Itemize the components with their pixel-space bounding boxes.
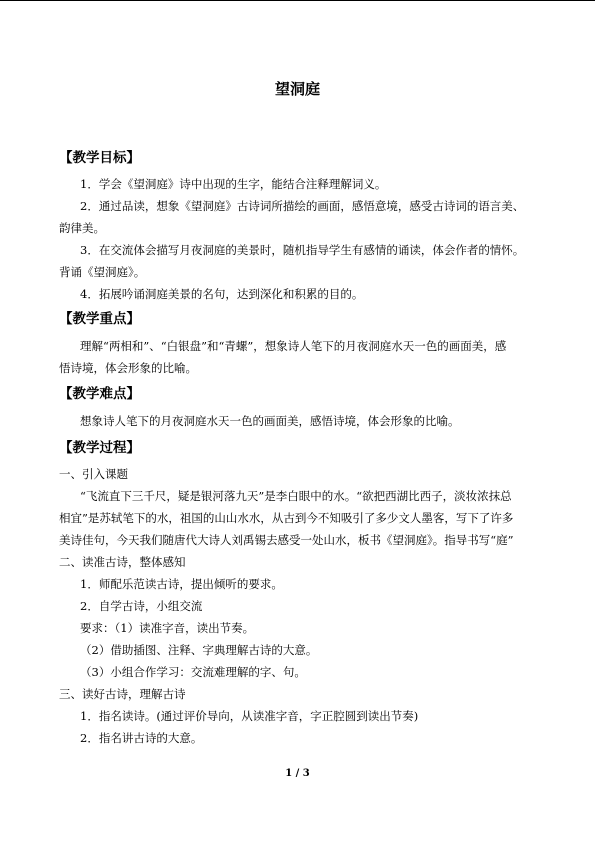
page-number: 1 / 3 bbox=[285, 768, 310, 779]
process-line: 1．师配乐范读古诗，提出倾听的要求。 bbox=[80, 577, 283, 591]
process-line: 美诗佳句，今天我们随唐代大诗人刘禹锡去感受一处山水，板书《望洞庭》。指导书写“庭” bbox=[59, 533, 514, 547]
heading-teaching-difficulty: 【教学难点】 bbox=[59, 386, 140, 402]
difficulty-line-1: 想象诗人笔下的月夜洞庭水天一色的画面美，感悟诗境，体会形象的比喻。 bbox=[80, 414, 460, 428]
goal-item-4: 4．拓展吟诵洞庭美景的名句，达到深化和积累的目的。 bbox=[80, 287, 364, 301]
process-step-3-title: 三、读好古诗，理解古诗 bbox=[59, 687, 186, 701]
goal-item-2: 2．通过品读，想象《望洞庭》古诗词所描绘的画面，感悟意境，感受古诗词的语言美、 bbox=[80, 199, 525, 213]
process-line: 2．指名讲古诗的大意。 bbox=[80, 731, 203, 745]
goal-item-3: 3．在交流体会描写月夜洞庭的美景时，随机指导学生有感情的诵读，体会作者的情怀。 bbox=[80, 243, 525, 257]
heading-teaching-process: 【教学过程】 bbox=[59, 440, 140, 456]
process-line: 1．指名读诗。(通过评价导向，从读准字音，字正腔圆到读出节奏) bbox=[80, 709, 419, 723]
heading-teaching-focus: 【教学重点】 bbox=[59, 311, 140, 327]
process-line: 相宜”是苏轼笔下的水，祖国的山山水水，从古到今不知吸引了多少文人墨客，写下了许多 bbox=[59, 511, 514, 525]
goal-item-2-cont: 韵律美。 bbox=[59, 221, 105, 235]
heading-teaching-goals: 【教学目标】 bbox=[59, 150, 140, 166]
goal-item-3-cont: 背诵《望洞庭》。 bbox=[59, 265, 146, 279]
process-step-2-title: 二、读准古诗，整体感知 bbox=[59, 555, 186, 569]
process-line: （3）小组合作学习：交流难理解的字、句。 bbox=[80, 665, 306, 679]
goal-item-1: 1．学会《望洞庭》诗中出现的生字，能结合注释理解词义。 bbox=[80, 177, 387, 191]
focus-line-2: 悟诗境，体会形象的比喻。 bbox=[59, 361, 197, 375]
document-title: 望洞庭 bbox=[274, 80, 320, 98]
process-step-1-title: 一、引入课题 bbox=[59, 467, 128, 481]
focus-line-1: 理解“两相和”、“白银盘”和“青螺”，想象诗人笔下的月夜洞庭水天一色的画面美，感 bbox=[80, 339, 507, 353]
process-line: 要求：（1）读准字音，读出节奏。 bbox=[80, 621, 255, 635]
process-line: （2）借助插图、注释、字典理解古诗的大意。 bbox=[80, 643, 318, 657]
process-line: “飞流直下三千尺，疑是银河落九天”是李白眼中的水。“欲把西湖比西子，淡妆浓抹总 bbox=[80, 489, 512, 503]
process-line: 2．自学古诗，小组交流 bbox=[80, 599, 203, 613]
